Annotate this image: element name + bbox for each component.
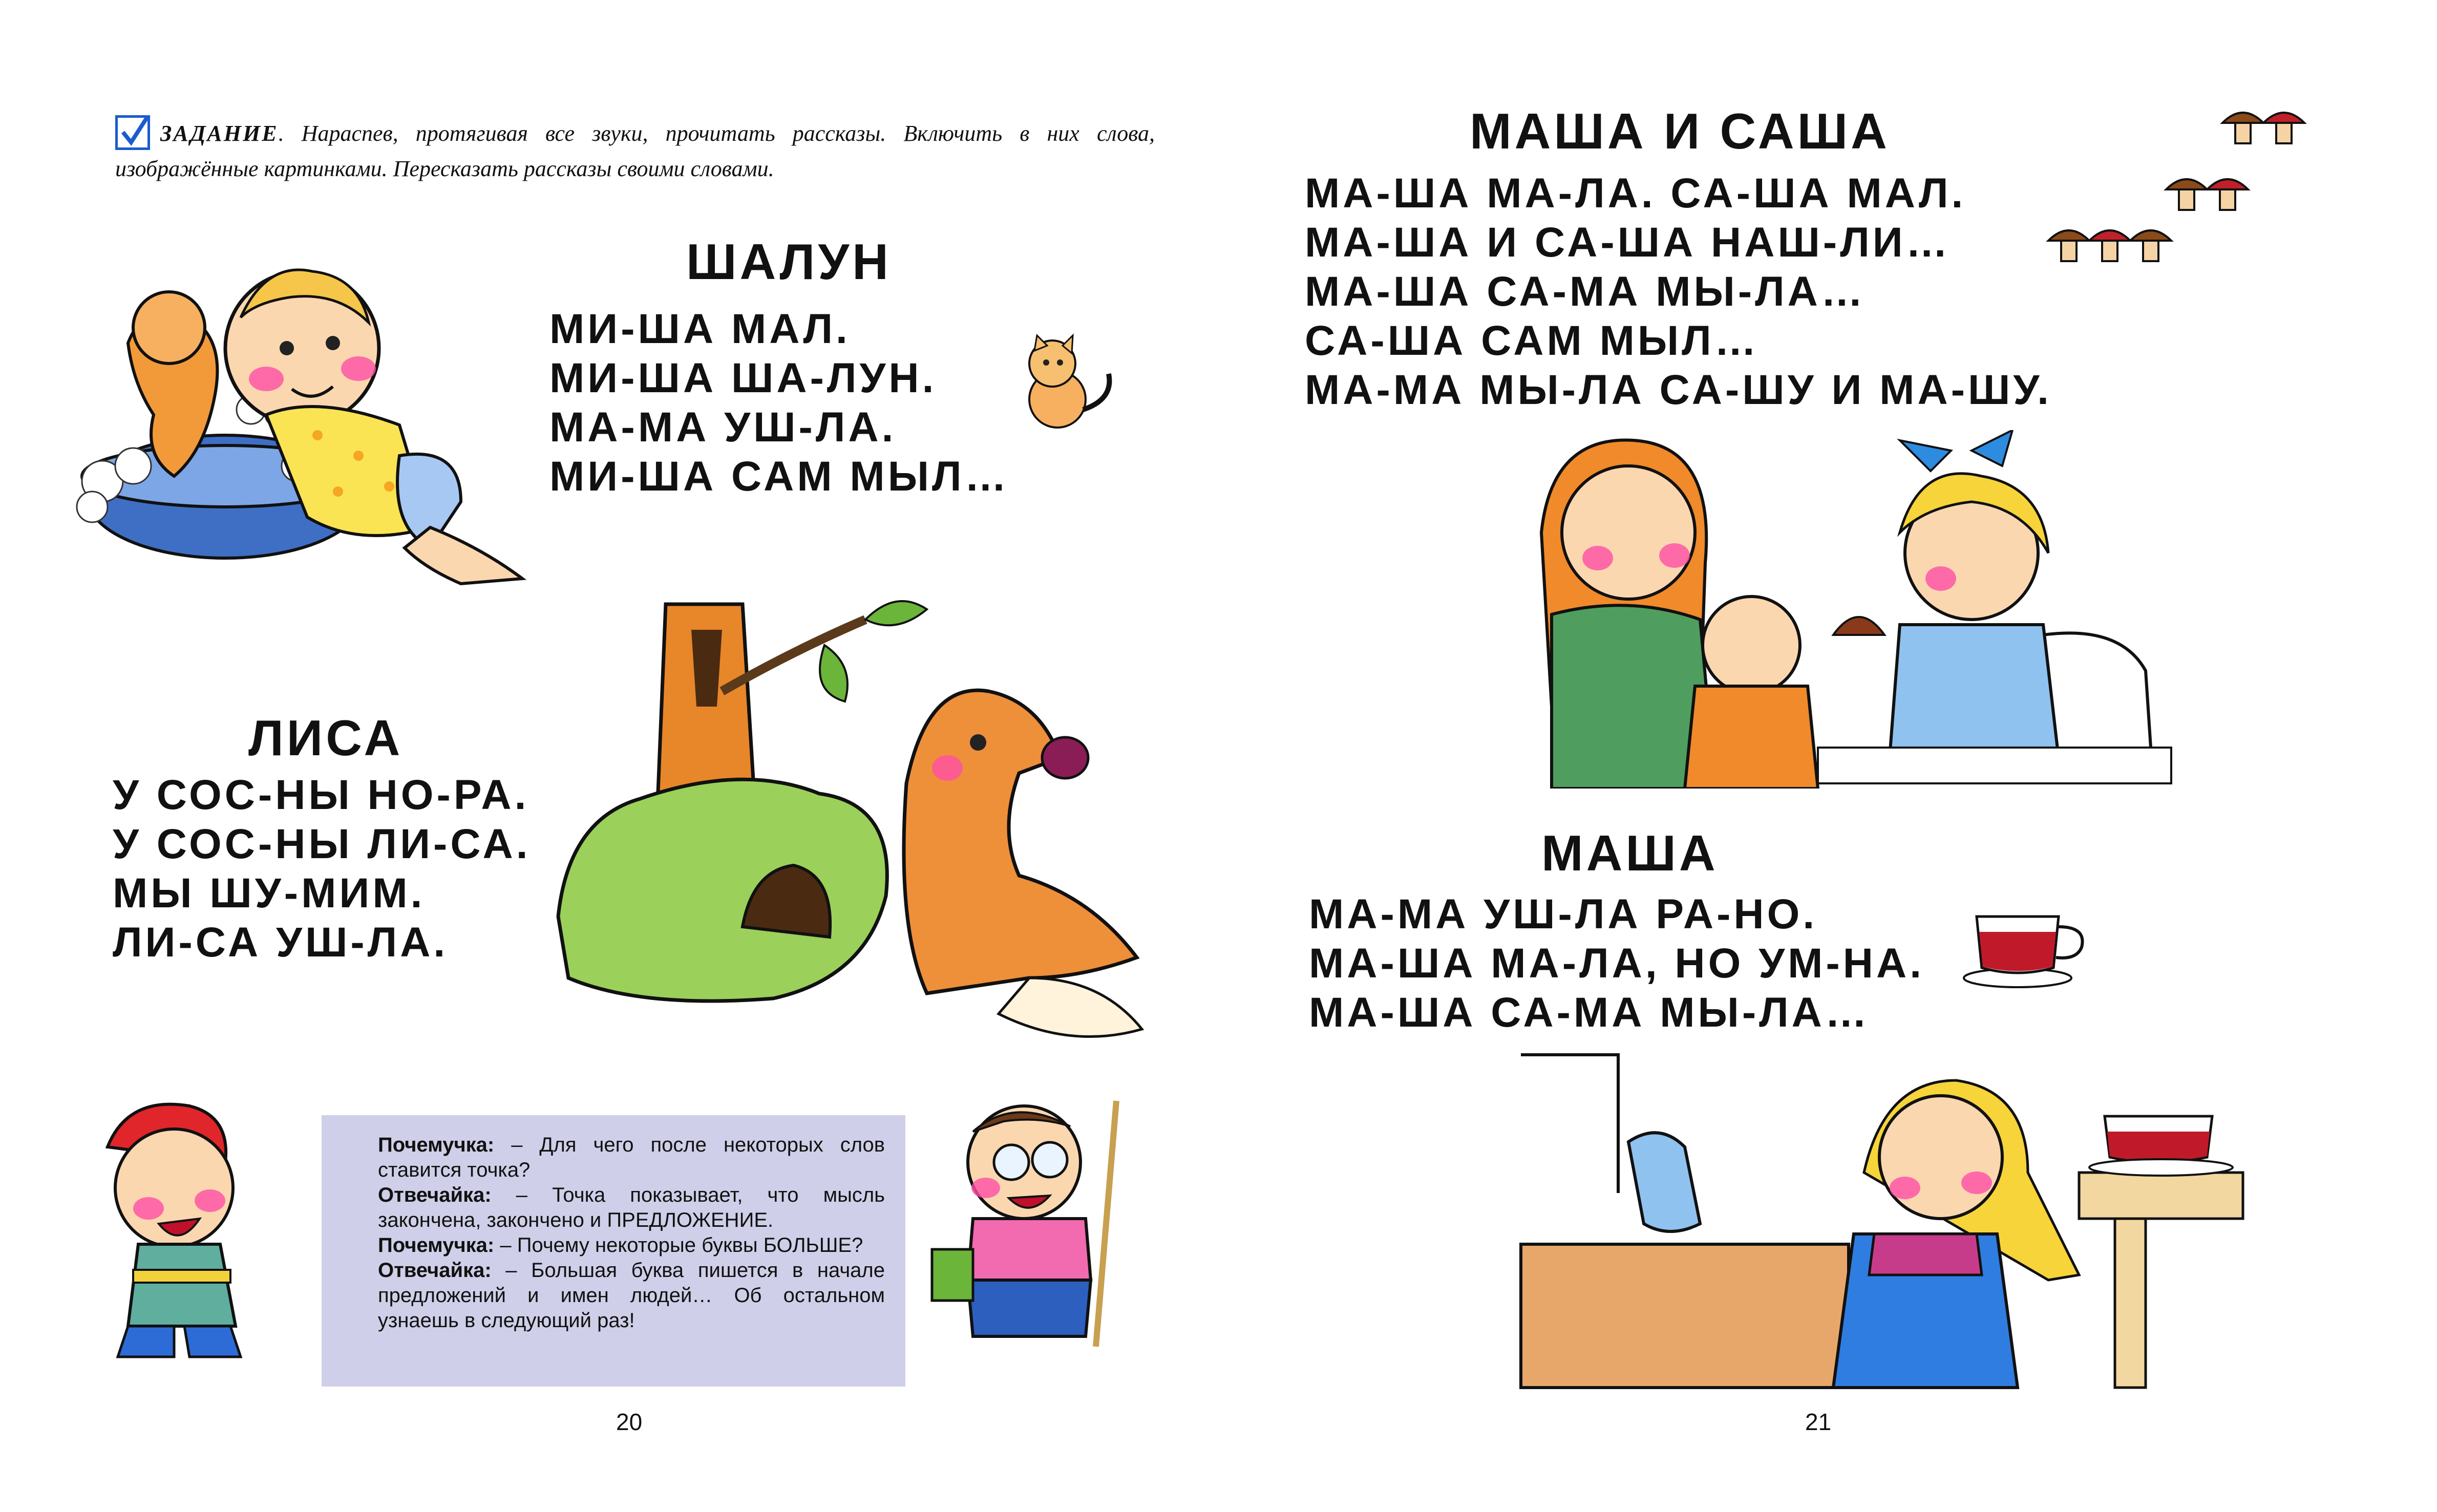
boy-washing-cat-illustration — [72, 261, 599, 589]
dialog-line — [378, 1183, 885, 1233]
story-line: У СОС-НЫ НО-РА. — [113, 772, 529, 818]
story-masha-text — [1309, 890, 1924, 1037]
story-line: МА-ША МА-ЛА. СА-ША МАЛ. — [1305, 170, 1966, 217]
mother-with-children-illustration — [1531, 430, 2176, 789]
story-line: МЫ ШУ-МИМ. — [113, 870, 426, 917]
dialog-line — [378, 1233, 885, 1258]
story-line: СА-ША САМ МЫЛ… — [1305, 317, 1760, 364]
dialog-speaker: Почемучка: — [378, 1134, 495, 1156]
dialog-text: – Для чего после некоторых слов ставится точка? — [378, 1134, 885, 1181]
task-text: . Нараспев, протягивая все звуки, прочитать рассказы. Включить в них слова, изображённые картинками. Пересказать рассказы своими словами. — [115, 121, 1155, 181]
page-number-left: 20 — [616, 1409, 643, 1435]
story-line: МИ-ША ША-ЛУН. — [549, 355, 937, 401]
dialog-line — [378, 1133, 885, 1183]
dialog-line — [378, 1258, 885, 1333]
dialog-text: – Точка показывает, что мысль закончена, закончено и ПРЕДЛОЖЕНИЕ. — [378, 1184, 885, 1231]
story-line: У СОС-НЫ ЛИ-СА. — [113, 821, 531, 867]
story-title-masha: МАША — [1541, 825, 1719, 881]
story-line: МА-ША И СА-ША НАШ-ЛИ… — [1305, 219, 1951, 266]
story-title-lisa: ЛИСА — [248, 710, 404, 766]
story-line: МА-МА МЫ-ЛА СА-ШУ И МА-ШУ. — [1305, 367, 2052, 413]
story-line: МА-ША МА-ЛА, НО УМ-НА. — [1309, 940, 1925, 987]
story-line: МА-МА УШ-ЛА. — [549, 404, 897, 451]
story-shalun-text — [549, 305, 1010, 501]
mushrooms-illustration — [2038, 102, 2325, 307]
dialog-speaker: Отвечайка: — [378, 1184, 492, 1206]
dialog-speaker: Почемучка: — [378, 1234, 495, 1257]
story-line: МИ-ША МАЛ. — [549, 306, 851, 352]
dialog-text: – Большая буква пишется в начале предложений и имен людей… Об остальном узнаешь в следующий раз! — [378, 1259, 885, 1332]
story-line: МА-ША СА-МА МЫ-ЛА… — [1305, 268, 1866, 315]
story-line: ЛИ-СА УШ-ЛА. — [113, 919, 449, 966]
story-line: МИ-ША САМ МЫЛ… — [549, 453, 1010, 500]
small-cat-illustration — [1011, 333, 1119, 435]
dialog-text: – Почему некоторые буквы БОЛЬШЕ? — [494, 1234, 863, 1257]
task-label: ЗАДАНИЕ — [160, 121, 279, 146]
boy-in-cap-illustration — [97, 1091, 292, 1362]
story-title-shalun: ШАЛУН — [686, 233, 892, 290]
dialog-speaker: Отвечайка: — [378, 1259, 492, 1282]
fox-and-tree-illustration — [538, 589, 1157, 1045]
story-line: МА-МА УШ-ЛА РА-НО. — [1309, 891, 1818, 938]
story-lisa-text — [113, 771, 531, 967]
story-line: МА-ША СА-МА МЫ-ЛА… — [1309, 989, 1870, 1036]
boy-with-pointer-illustration — [922, 1091, 1137, 1357]
story-masha-sasha-text — [1305, 169, 2052, 415]
story-title-masha-sasha: МАША И САША — [1470, 103, 1890, 159]
page-number-right: 21 — [1805, 1409, 1832, 1435]
task-instruction — [115, 118, 1155, 185]
checkbox-icon — [115, 115, 150, 150]
girl-at-sink-illustration — [1516, 1039, 2263, 1393]
teacup-illustration — [1961, 901, 2094, 993]
dialog-box — [322, 1115, 905, 1387]
